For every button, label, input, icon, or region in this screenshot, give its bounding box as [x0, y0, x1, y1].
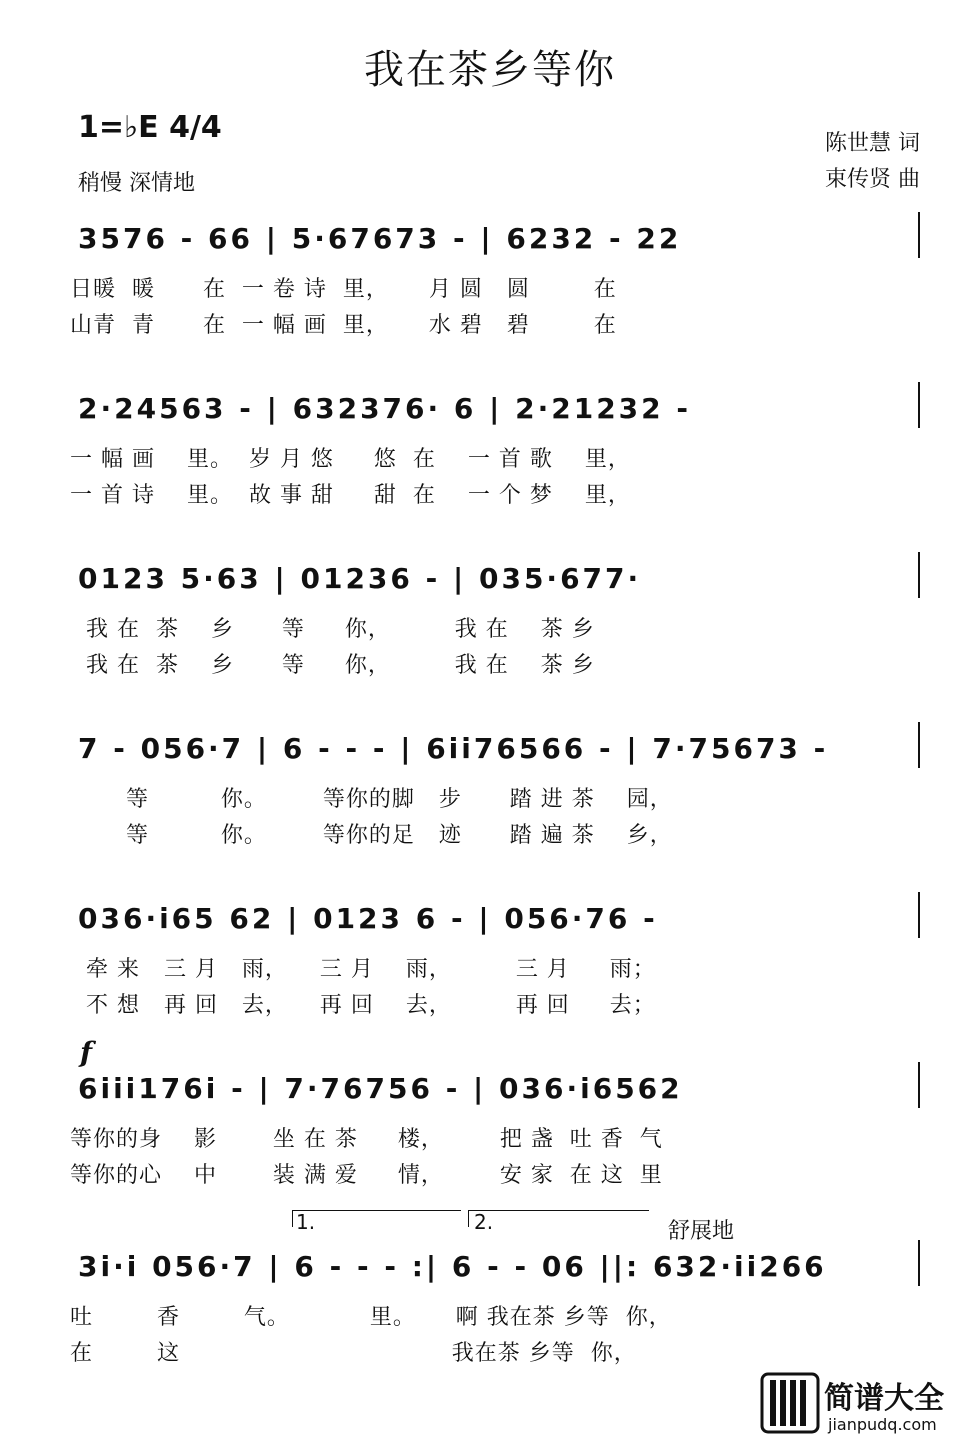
- lyric-line-4-verse-1: 等 你。 等你的脚 步 踏 进 茶 园，: [70, 787, 673, 812]
- site-logo: [758, 1368, 978, 1438]
- lyric-line-7-verse-1: 吐 香 气。 里。 啊 我在茶 乡等 你，: [70, 1305, 672, 1330]
- notation-line-6: 6iii176i - | 7·76756 - | 036·i6562: [78, 1072, 683, 1105]
- notation-line-3: 0123 5·63 | 01236 - | 035·677·: [78, 562, 642, 595]
- volta-2-bracket: [468, 1210, 649, 1227]
- lyric-line-1-verse-2: 山青 青 在 一 幅 画 里， 水 碧 碧 在: [70, 313, 617, 338]
- barline: [918, 1240, 920, 1286]
- barline: [918, 382, 920, 428]
- barline: [918, 552, 920, 598]
- lyric-line-6-verse-2: 等你的心 中 装 满 爱 情， 安 家 在 这 里: [70, 1163, 663, 1188]
- lyric-line-7-verse-2: 在 这 我在茶 乡等 你，: [70, 1341, 637, 1366]
- lyric-line-3-verse-2: 我 在 茶 乡 等 你， 我 在 茶 乡: [70, 653, 595, 678]
- logo-brand: 简谱大全: [824, 1381, 944, 1416]
- volta-1-bracket: [292, 1210, 461, 1227]
- barline: [918, 1062, 920, 1108]
- barline: [918, 892, 920, 938]
- lyric-line-4-verse-2: 等 你。 等你的足 迹 踏 遍 茶 乡，: [70, 823, 673, 848]
- logo-url: jianpudq.com: [828, 1415, 937, 1434]
- lyric-line-5-verse-2: 不 想 再 回 去， 再 回 去， 再 回 去；: [70, 993, 656, 1018]
- volta-1-label: 1.: [296, 1210, 316, 1234]
- notation-line-7: 3i·i 056·7 | 6 - - - :| 6 - - 06 ||: 632·ii266: [78, 1250, 827, 1283]
- notation-line-1: 3576 - 66 | 5·67673 - | 6232 - 22: [78, 222, 682, 255]
- dynamic-marking: f: [80, 1036, 93, 1069]
- lyric-line-6-verse-1: 等你的身 影 坐 在 茶 楼， 把 盏 吐 香 气: [70, 1127, 663, 1152]
- lyric-line-1-verse-1: 日暖 暖 在 一 卷 诗 里， 月 圆 圆 在: [70, 277, 617, 302]
- notation-line-2: 2·24563 - | 632376· 6 | 2·21232 -: [78, 392, 692, 425]
- tempo-marking: 稍慢 深情地: [78, 171, 195, 196]
- composer-credit: 束传贤 曲: [825, 167, 920, 192]
- lyric-line-2-verse-1: 一 幅 画 里。 岁 月 悠 悠 在 一 首 歌 里，: [70, 447, 631, 472]
- barline: [918, 212, 920, 258]
- volta-2-label: 2.: [474, 1210, 494, 1234]
- expression-marking: 舒展地: [668, 1219, 735, 1244]
- lyricist-credit: 陈世慧 词: [825, 131, 920, 156]
- page-title: 我在茶乡等你: [364, 47, 616, 93]
- lyric-line-5-verse-1: 牵 来 三 月 雨， 三 月 雨， 三 月 雨；: [70, 957, 656, 982]
- notation-line-4: 7 - 056·7 | 6 - - - | 6ii76566 - | 7·75673 -: [78, 732, 829, 765]
- barline: [918, 722, 920, 768]
- piano-keys-icon: [758, 1368, 978, 1438]
- notation-line-5: 036·i65 62 | 0123 6 - | 056·76 -: [78, 902, 658, 935]
- key-signature: 1=♭E 4/4: [78, 110, 222, 145]
- lyric-line-2-verse-2: 一 首 诗 里。 故 事 甜 甜 在 一 个 梦 里，: [70, 483, 631, 508]
- lyric-line-3-verse-1: 我 在 茶 乡 等 你， 我 在 茶 乡: [70, 617, 595, 642]
